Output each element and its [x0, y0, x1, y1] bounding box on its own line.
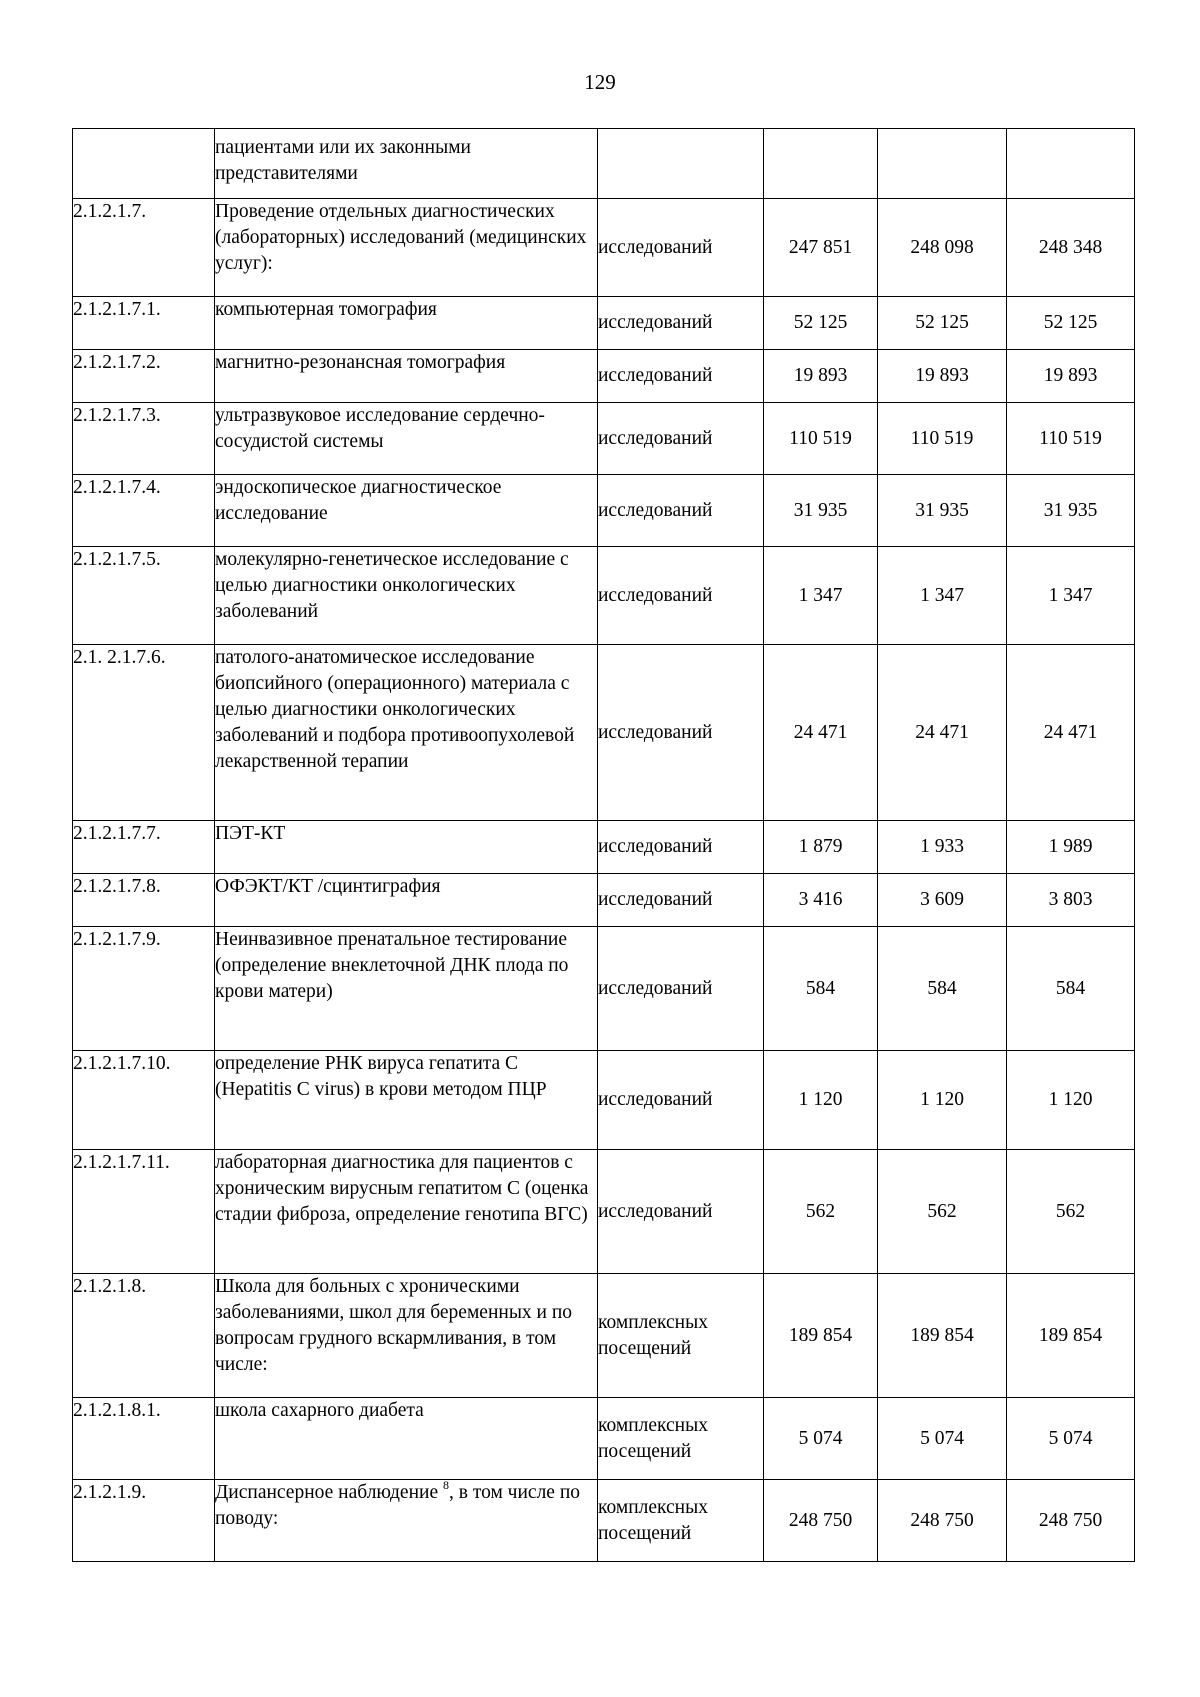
row-value-3: 5 074	[1007, 1398, 1135, 1480]
row-value-1: 24 471	[764, 645, 878, 821]
row-code: 2.1.2.1.7.	[73, 199, 215, 297]
table-row	[73, 129, 1135, 199]
row-value-2: 19 893	[878, 350, 1007, 403]
footnote-marker: 8	[442, 1478, 449, 1492]
row-value-2: 189 854	[878, 1274, 1007, 1398]
row-value-2: 110 519	[878, 403, 1007, 475]
table-row	[73, 645, 1135, 821]
row-value-3: 110 519	[1007, 403, 1135, 475]
row-value-2: 1 347	[878, 547, 1007, 645]
row-value-2: 248 750	[878, 1480, 1007, 1562]
row-value-1: 1 347	[764, 547, 878, 645]
row-unit: исследований	[598, 927, 764, 1051]
row-value-1: 189 854	[764, 1274, 878, 1398]
table-row	[73, 1051, 1135, 1150]
row-unit: комплексных посещений	[598, 1398, 764, 1480]
row-value-3: 31 935	[1007, 475, 1135, 547]
row-value-3: 562	[1007, 1150, 1135, 1274]
row-code: 2.1.2.1.7.3.	[73, 403, 215, 475]
row-value-2: 5 074	[878, 1398, 1007, 1480]
row-unit: исследований	[598, 475, 764, 547]
row-unit: исследований	[598, 199, 764, 297]
row-name: компьютерная томография	[215, 297, 598, 350]
row-value-2: 24 471	[878, 645, 1007, 821]
row-name-text: Диспансерное наблюдение	[215, 1482, 439, 1503]
row-unit: исследований	[598, 821, 764, 874]
table-row	[73, 403, 1135, 475]
table-row	[73, 821, 1135, 874]
row-unit: исследований	[598, 547, 764, 645]
table-row	[73, 1398, 1135, 1480]
row-value-1: 247 851	[764, 199, 878, 297]
row-name: определение РНК вируса гепатита С (Hepatitis C virus) в крови методом ПЦР	[215, 1051, 598, 1150]
row-name: лабораторная диагностика для пациентов с хроническим вирусным гепатитом С (оценка стадии фиброза, определение генотипа ВГС)	[215, 1150, 598, 1274]
row-value-3: 1 347	[1007, 547, 1135, 645]
row-value-3: 3 803	[1007, 874, 1135, 927]
row-value-1: 248 750	[764, 1480, 878, 1562]
row-value-1: 3 416	[764, 874, 878, 927]
table-row	[73, 475, 1135, 547]
row-value-3	[1007, 129, 1135, 199]
row-value-3: 189 854	[1007, 1274, 1135, 1398]
row-code: 2.1.2.1.7.9.	[73, 927, 215, 1051]
row-value-1	[764, 129, 878, 199]
row-value-1: 584	[764, 927, 878, 1051]
row-name: патолого-анатомическое исследование биопсийного (операционного) материала с целью диагностики онкологических заболеваний и подбора противоопухолевой лекарственной терапии	[215, 645, 598, 821]
table-row	[73, 297, 1135, 350]
row-value-3: 248 750	[1007, 1480, 1135, 1562]
row-code: 2.1.2.1.8.	[73, 1274, 215, 1398]
row-value-3: 248 348	[1007, 199, 1135, 297]
row-code: 2.1.2.1.7.5.	[73, 547, 215, 645]
row-code: 2.1.2.1.7.1.	[73, 297, 215, 350]
row-value-2: 31 935	[878, 475, 1007, 547]
row-value-2: 3 609	[878, 874, 1007, 927]
row-code: 2.1.2.1.7.8.	[73, 874, 215, 927]
row-value-2: 1 933	[878, 821, 1007, 874]
row-unit: исследований	[598, 874, 764, 927]
row-value-3: 52 125	[1007, 297, 1135, 350]
row-value-1: 31 935	[764, 475, 878, 547]
row-value-1: 110 519	[764, 403, 878, 475]
row-value-1: 52 125	[764, 297, 878, 350]
row-name-text-end: , в том числе по поводу:	[215, 1482, 581, 1529]
row-name: Неинвазивное пренатальное тестирование (определение внеклеточной ДНК плода по крови матери)	[215, 927, 598, 1051]
row-value-2: 52 125	[878, 297, 1007, 350]
row-code: 2.1. 2.1.7.6.	[73, 645, 215, 821]
table-row	[73, 547, 1135, 645]
row-name: Проведение отдельных диагностических (лабораторных) исследований (медицинских услуг):	[215, 199, 598, 297]
row-code: 2.1.2.1.7.10.	[73, 1051, 215, 1150]
table-row	[73, 1274, 1135, 1398]
row-code: 2.1.2.1.8.1.	[73, 1398, 215, 1480]
row-unit: исследований	[598, 645, 764, 821]
row-name: молекулярно-генетическое исследование с целью диагностики онкологических заболеваний	[215, 547, 598, 645]
row-unit	[598, 129, 764, 199]
row-value-2: 248 098	[878, 199, 1007, 297]
row-value-1: 19 893	[764, 350, 878, 403]
row-unit: исследований	[598, 297, 764, 350]
row-name: ОФЭКТ/КТ /сцинтиграфия	[215, 874, 598, 927]
page-number: 129	[584, 70, 616, 94]
table-row	[73, 927, 1135, 1051]
row-code	[73, 129, 215, 199]
row-name: ультразвуковое исследование сердечно-сосудистой системы	[215, 403, 598, 475]
row-value-1: 1 879	[764, 821, 878, 874]
row-value-3: 24 471	[1007, 645, 1135, 821]
row-value-3: 1 120	[1007, 1051, 1135, 1150]
row-unit: исследований	[598, 403, 764, 475]
row-name: ПЭТ-КТ	[215, 821, 598, 874]
row-code: 2.1.2.1.7.11.	[73, 1150, 215, 1274]
row-code: 2.1.2.1.7.2.	[73, 350, 215, 403]
table-row	[73, 199, 1135, 297]
row-code: 2.1.2.1.7.7.	[73, 821, 215, 874]
table-row	[73, 350, 1135, 403]
row-name: эндоскопическое диагностическое исследование	[215, 475, 598, 547]
services-table	[72, 128, 1135, 1562]
row-value-2	[878, 129, 1007, 199]
row-name: магнитно-резонансная томография	[215, 350, 598, 403]
row-value-1: 562	[764, 1150, 878, 1274]
row-unit: комплексных посещений	[598, 1480, 764, 1562]
row-value-3: 1 989	[1007, 821, 1135, 874]
row-value-2: 1 120	[878, 1051, 1007, 1150]
row-value-2: 584	[878, 927, 1007, 1051]
row-unit: исследований	[598, 1051, 764, 1150]
row-name: школа сахарного диабета	[215, 1398, 598, 1480]
row-unit: исследований	[598, 350, 764, 403]
row-value-2: 562	[878, 1150, 1007, 1274]
row-code: 2.1.2.1.7.4.	[73, 475, 215, 547]
row-code: 2.1.2.1.9.	[73, 1480, 215, 1562]
row-value-3: 584	[1007, 927, 1135, 1051]
row-value-1: 1 120	[764, 1051, 878, 1150]
table-row	[73, 874, 1135, 927]
row-name: Школа для больных с хроническими заболеваниями, школ для беременных и по вопросам грудного вскармливания, в том числе:	[215, 1274, 598, 1398]
row-name: пациентами или их законными представителями	[215, 129, 598, 199]
row-value-3: 19 893	[1007, 350, 1135, 403]
table-row	[73, 1480, 1135, 1562]
row-name	[215, 1480, 598, 1562]
row-unit: исследований	[598, 1150, 764, 1274]
table-row	[73, 1150, 1135, 1274]
row-unit: комплексных посещений	[598, 1274, 764, 1398]
row-value-1: 5 074	[764, 1398, 878, 1480]
